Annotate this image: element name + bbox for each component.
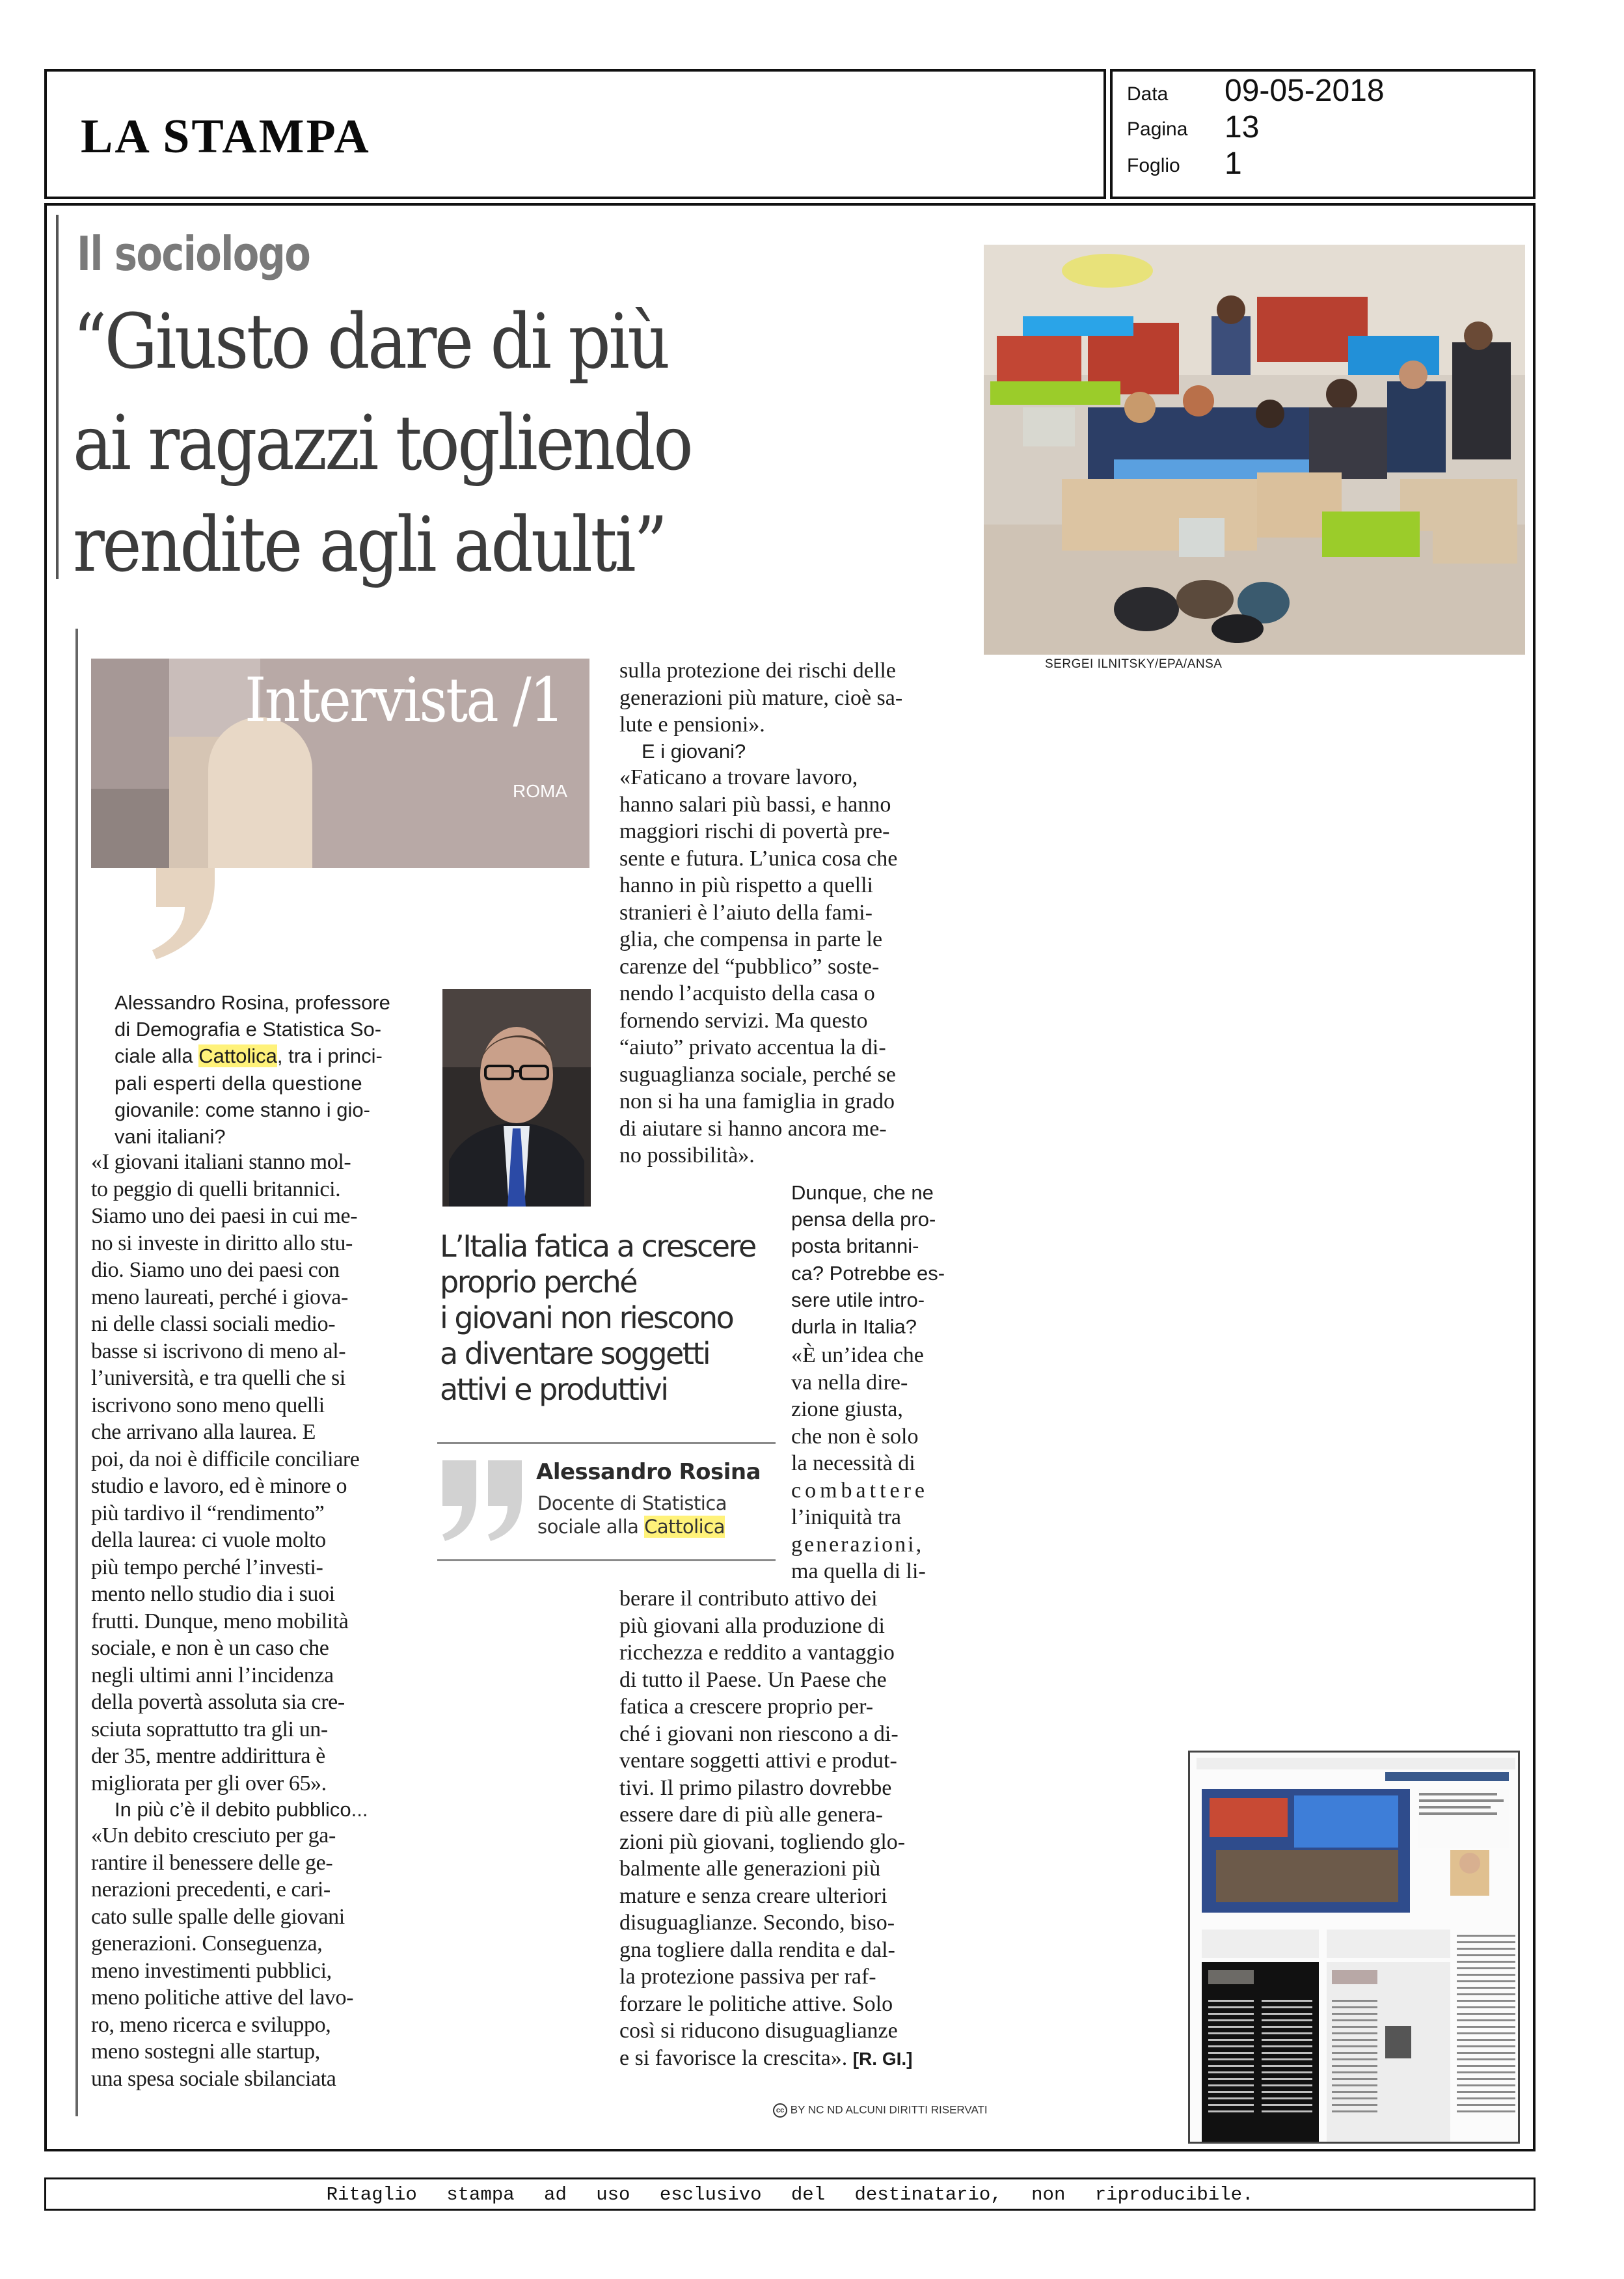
foglio-value: 1 [1225, 146, 1242, 181]
body-line: di tutto il Paese. Un Paese che [619, 1667, 887, 1692]
question-line: posta britanni- [791, 1235, 919, 1258]
body-line: suguaglianza sociale, perché se [619, 1062, 896, 1087]
pagina-label: Pagina [1127, 118, 1188, 140]
answer-3 [619, 764, 953, 1169]
body-line: non si ha una famiglia in grado [619, 1089, 895, 1113]
question-fragment: ciale alla [115, 1044, 199, 1068]
foglio-label: Foglio [1127, 155, 1180, 176]
body-line: Siamo uno dei paesi in cui me- [91, 1204, 358, 1228]
body-line: sciuta soprattutto tra gli un- [91, 1717, 328, 1741]
body-line: zione giusta, [791, 1397, 903, 1421]
highlighted-word: Cattolica [198, 1044, 277, 1068]
body-line: studio e lavoro, ed è minore o [91, 1474, 347, 1498]
body-line: meno laureati, perché i giova- [91, 1285, 348, 1309]
question-line: Alessandro Rosina, professore [115, 991, 390, 1014]
pull-quote [440, 1229, 778, 1408]
body-line: no si investe in diritto allo stu- [91, 1231, 353, 1255]
pull-quote-rule [437, 1442, 776, 1444]
body-line: tivi. Il primo pilastro dovrebbe [619, 1775, 892, 1800]
headline-line: “Giusto dare di più [73, 298, 668, 386]
license-text: BY NC ND ALCUNI DIRITTI RISERVATI [790, 2103, 988, 2116]
answer-2 [91, 1822, 410, 2092]
body-line: più tardivo il “rendimento” [91, 1501, 325, 1525]
newspaper-name: LA STAMPA [81, 110, 371, 163]
headline-rule [56, 215, 59, 579]
question-line: Dunque, che ne [791, 1181, 934, 1204]
body-line: ro, meno ricerca e sviluppo, [91, 2012, 331, 2037]
body-line: più giovani alla produzione di [619, 1613, 885, 1638]
last-line-text: e si favorisce la crescita». [619, 2045, 848, 2070]
highlighted-word: Cattolica [644, 1516, 725, 1538]
headline-line: ai ragazzi togliendo [73, 400, 692, 487]
body-line: mento nello studio dia i suoi [91, 1582, 335, 1606]
body-line: dio. Siamo uno dei paesi con [91, 1258, 340, 1282]
body-line: rantire il benessere delle ge- [91, 1850, 333, 1875]
page-thumbnail [1188, 1751, 1520, 2144]
body-line: «Un debito cresciuto per ga- [91, 1823, 336, 1848]
body-line: mature e senza creare ulteriori [619, 1883, 887, 1908]
article-photo [984, 245, 1525, 655]
answer-4-narrow [791, 1342, 956, 1585]
headline-line: rendite agli adulti” [73, 501, 666, 589]
coworking-photo-illustration [984, 245, 1525, 655]
data-value: 09-05-2018 [1225, 74, 1385, 108]
question-line: durla in Italia? [791, 1315, 917, 1339]
body-line: così si riducono disuguaglianze [619, 2019, 898, 2043]
body-line [619, 2045, 958, 2073]
body-line: meno investimenti pubblici, [91, 1958, 332, 1983]
body-line: glia, che compensa in parte le [619, 927, 883, 951]
creative-commons-icon: cc [773, 2103, 787, 2118]
role-fragment: sociale alla [537, 1516, 645, 1538]
body-line: più tempo perché l’investi- [91, 1555, 323, 1579]
body-line: della povertà assoluta sia cre- [91, 1690, 345, 1714]
intervista-label: Intervista /1 [245, 665, 563, 736]
body-line: nendo l’acquisto della casa o [619, 981, 875, 1005]
body-line: la protezione passiva per raf- [619, 1965, 876, 1989]
data-label: Data [1127, 83, 1169, 105]
quote-mark-icon [91, 868, 221, 959]
body-line: migliorata per gli over 65». [91, 1771, 327, 1795]
body-line: «I giovani italiani stanno mol- [91, 1150, 351, 1174]
dateline-city: ROMA [513, 781, 567, 801]
body-line: meno politiche attive del lavo- [91, 1986, 354, 2010]
body-line: ni delle classi sociali medio- [91, 1312, 336, 1336]
body-line: poi, da noi è difficile conciliare [91, 1447, 360, 1471]
pull-quote-line: i giovani non riescono [440, 1300, 733, 1335]
question-line: ca? Potrebbe es- [791, 1261, 945, 1285]
body-line: va nella dire- [791, 1370, 908, 1395]
question-line: vani italiani? [115, 1125, 226, 1149]
question-line: di Demografia e Statistica So- [115, 1018, 382, 1041]
body-line: fatica a crescere proprio per- [619, 1695, 874, 1719]
body-line: no possibilità». [619, 1143, 755, 1167]
body-line: della laurea: ci vuole molto [91, 1528, 326, 1552]
answer-1-continued [619, 657, 953, 739]
question-line [115, 1043, 407, 1069]
role-line: Docente di Statistica [537, 1492, 727, 1514]
body-line: una spesa sociale sbilanciata [91, 2066, 336, 2091]
author-signature: [R. GI.] [852, 2048, 913, 2069]
closing-quote-icon [440, 1460, 531, 1541]
body-line: nerazioni precedenti, e cari- [91, 1877, 331, 1902]
role-line [537, 1515, 727, 1538]
body-line: che non è solo [791, 1424, 919, 1449]
body-line: «Faticano a trovare lavoro, [619, 765, 858, 789]
quote-author-name: Alessandro Rosina [536, 1459, 761, 1485]
body-line: stranieri è l’aiuto della fami- [619, 900, 873, 925]
body-line: basse si iscrivono di meno al- [91, 1339, 346, 1363]
pull-quote-line: proprio perché [440, 1264, 637, 1300]
body-line: gna togliere dalla rendita e dal- [619, 1937, 895, 1962]
answer-1 [91, 1149, 410, 1797]
body-line: zioni più giovani, togliendo glo- [619, 1829, 906, 1854]
body-line: iscrivono sono meno quelli [91, 1393, 325, 1417]
body-line: «È un’idea che [791, 1343, 924, 1367]
body-line: carenze del “pubblico” soste- [619, 954, 880, 979]
author-portrait [442, 989, 591, 1207]
body-line: l’iniquità tra [791, 1505, 902, 1529]
body-line: ricchezza e reddito a vantaggio [619, 1641, 895, 1665]
question-3: E i giovani? [642, 740, 746, 763]
pull-quote-line: L’Italia fatica a crescere [440, 1229, 755, 1264]
body-line: di aiutare si hanno ancora me- [619, 1116, 887, 1141]
body-line: generazioni. Conseguenza, [91, 1931, 323, 1956]
question-4 [791, 1179, 960, 1340]
question-line: giovanile: come stanno i gio- [115, 1098, 370, 1121]
body-line: ventare soggetti attivi e produt- [619, 1749, 897, 1773]
body-line: l’università, e tra quelli che si [91, 1366, 345, 1390]
body-line: sulla protezione dei rischi delle [619, 659, 896, 683]
question-2: In più c’è il debito pubblico... [115, 1798, 368, 1821]
body-line: berare il contributo attivo dei [619, 1587, 878, 1611]
quote-author-role [537, 1492, 727, 1538]
body-line: fornendo servizi. Ma questo [619, 1008, 868, 1033]
answer-4-full [619, 1585, 958, 2072]
body-line: hanno in più rispetto a quelli [619, 873, 873, 897]
body-line: essere dare di più alle genera- [619, 1803, 883, 1827]
body-line: combattere [791, 1478, 929, 1503]
body-line: generazioni, [791, 1532, 924, 1557]
body-line: generazioni più mature, cioè sa- [619, 685, 903, 710]
question-1 [115, 989, 407, 1150]
body-line: “aiuto” privato accentua la di- [619, 1035, 886, 1059]
body-line: der 35, mentre addirittura è [91, 1744, 325, 1768]
question-fragment: , tra i princi- [277, 1044, 383, 1068]
pull-quote-line: a diventare soggetti [440, 1336, 710, 1371]
body-line: balmente alle generazioni più [619, 1857, 881, 1881]
body-line: ché i giovani non riescono a di- [619, 1721, 899, 1746]
body-line: che arrivano alla laurea. E [91, 1420, 316, 1444]
body-line: sente e futura. L’unica cosa che [619, 846, 898, 871]
pagina-value: 13 [1225, 110, 1260, 144]
body-line: to peggio di quelli britannici. [91, 1177, 341, 1201]
body-line: meno sostegni alle startup, [91, 2040, 320, 2064]
body-line: disuguaglianze. Secondo, biso- [619, 1911, 895, 1935]
body-line: sociale, e non è un caso che [91, 1636, 329, 1660]
question-line: sere utile intro- [791, 1288, 925, 1311]
portrait-illustration [442, 989, 591, 1207]
body-line: lute e pensioni». [619, 713, 765, 737]
pull-quote-bottom-rule [437, 1559, 776, 1561]
body-line: cato sulle spalle delle giovani [91, 1904, 345, 1929]
body-line: ma quella di li- [791, 1559, 926, 1583]
footer-notice: Ritaglio stampa ad uso esclusivo del destinatario, non riproducibile. [326, 2184, 1254, 2205]
body-line: forzare le politiche attive. Solo [619, 1991, 893, 2016]
pull-quote-line: attivi e produttivi [440, 1372, 668, 1407]
photo-credit: SERGEI ILNITSKY/EPA/ANSA [1045, 657, 1223, 671]
body-line: frutti. Dunque, meno mobilità [91, 1609, 349, 1633]
headline [73, 292, 725, 596]
body-line: negli ultimi anni l’incidenza [91, 1663, 334, 1687]
column-rule [75, 629, 78, 2116]
license-line [773, 2103, 988, 2118]
question-line: pali esperti della questione [115, 1071, 363, 1095]
body-line: hanno salari più bassi, e hanno [619, 792, 891, 817]
kicker: Il sociologo [77, 226, 310, 281]
page-thumbnail-illustration [1190, 1753, 1520, 2144]
question-line: pensa della pro- [791, 1208, 936, 1231]
body-line: maggiori rischi di povertà pre- [619, 819, 890, 843]
body-line: la necessità di [791, 1451, 915, 1475]
